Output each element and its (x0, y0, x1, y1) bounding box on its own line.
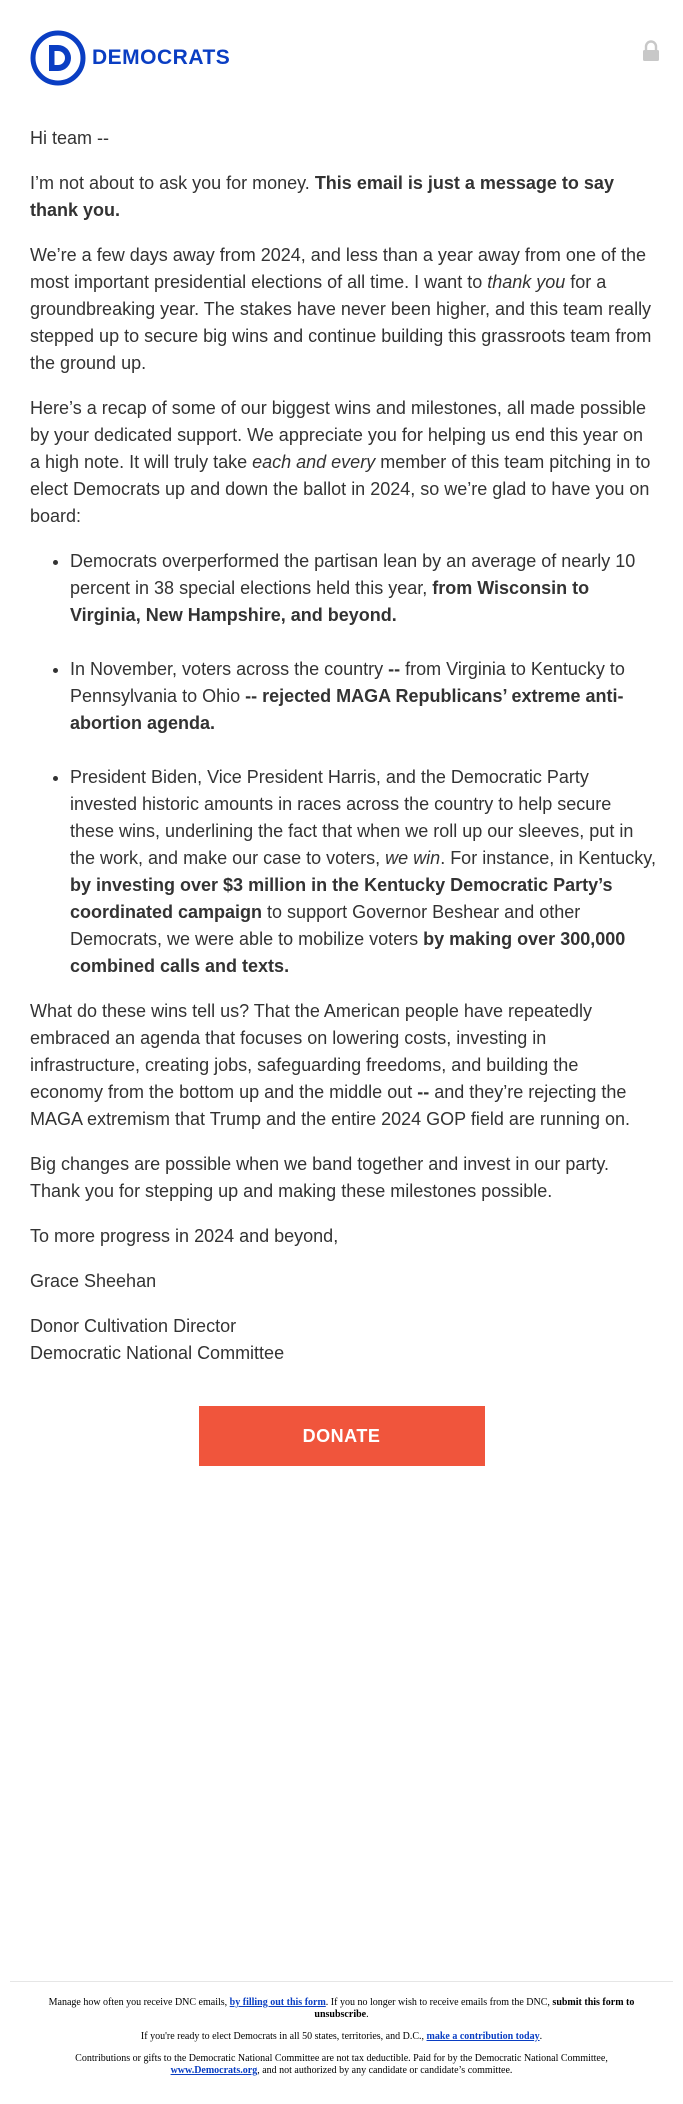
wins-meaning-paragraph: What do these wins tell us? That the American people have repeatedly embraced an agenda that focuses on lowering costs, investing in infrastructure, creating jobs, safeguarding freedoms, and building the economy from the bottom up and the middle out -- and they’re rejecting the MAGA extremism that Trump and the entire 2024 GOP field are running on. (30, 1001, 630, 1129)
signer-name: Grace Sheehan (30, 1271, 157, 1291)
signer-title-block (30, 1313, 656, 1367)
democrats-logo[interactable] (30, 30, 230, 86)
unsubscribe-link[interactable]: submit this form to unsubscribe (314, 1997, 635, 2020)
intro-paragraph: I’m not about to ask you for money. This email is just a message to say thank you. (30, 173, 614, 220)
greeting: Hi team -- (30, 128, 110, 148)
contribution-link[interactable]: make a contribution today (426, 2031, 540, 2042)
list-item: • In November, voters across the country -- from Virginia to Kentucky to Pennsylvania to Ohio -- rejected MAGA Republicans’ extreme anti-abortion agenda. (70, 656, 656, 737)
footer-manage-line: Manage how often you receive DNC emails, by filling out this form. If you no longer wish to receive emails from the DNC, submit this form to unsubscribe. (48, 1997, 635, 2020)
email-body (30, 125, 656, 1367)
footer-divider (10, 1981, 673, 1982)
wins-list (30, 548, 656, 980)
list-item: • President Biden, Vice President Harris, and the Democratic Party invested historic amounts in races across the country to help secure these wins, underlining the fact that when we roll up our sleeves, put in the work, and make our case to voters, we win. For instance, in Kentucky, by investing over $3 million in the Kentucky Democratic Party’s coordinated campaign to support Governor Beshear and other Democrats, we were able to mobilize voters by making over 300,000 combined calls and texts. (70, 764, 656, 980)
closing-line: To more progress in 2024 and beyond, (30, 1226, 339, 1246)
signer-org: Democratic National Committee (30, 1343, 285, 1363)
lock-icon (642, 40, 660, 62)
email-header (30, 30, 660, 90)
thanks-paragraph: We’re a few days away from 2024, and less than a year away from one of the most important presidential elections of all time. I want to thank you for a groundbreaking year. The stakes have never been higher, and this team really stepped up to secure big wins and continue building this grassroots team from the ground up. (30, 245, 652, 373)
manage-form-link[interactable]: by filling out this form (229, 1997, 326, 2008)
democrats-d-logo-icon (30, 30, 86, 86)
email-footer (40, 1997, 643, 2087)
footer-disclaimer: Contributions or gifts to the Democratic National Committee are not tax deductible. Paid for by the Democratic National Committee, www.Democrats.org, and not authorized by any candidate or candidate’s committee. (75, 2053, 608, 2076)
donate-button[interactable]: DONATE (199, 1406, 485, 1466)
recap-paragraph: Here’s a recap of some of our biggest wins and milestones, all made possible by your dedicated support. We appreciate you for helping us end this year on a high note. It will truly take each and every member of this team pitching in to elect Democrats up and down the ballot in 2024, so we’re glad to have you on board: (30, 398, 651, 526)
footer-contribute-line: If you're ready to elect Democrats in all 50 states, territories, and D.C., make a contribution today. (140, 2031, 543, 2042)
signer-title: Donor Cultivation Director (30, 1316, 237, 1336)
logo-wordmark: DEMOCRATS (92, 46, 231, 69)
democrats-org-link[interactable]: www.Democrats.org (170, 2065, 258, 2076)
signature (30, 1223, 656, 1367)
donate-wrap (0, 1406, 683, 1466)
band-together-paragraph: Big changes are possible when we band together and invest in our party. Thank you for stepping up and making these milestones possible. (30, 1154, 610, 1201)
list-item: • Democrats overperformed the partisan lean by an average of nearly 10 percent in 38 special elections held this year, from Wisconsin to Virginia, New Hampshire, and beyond. (70, 548, 656, 629)
